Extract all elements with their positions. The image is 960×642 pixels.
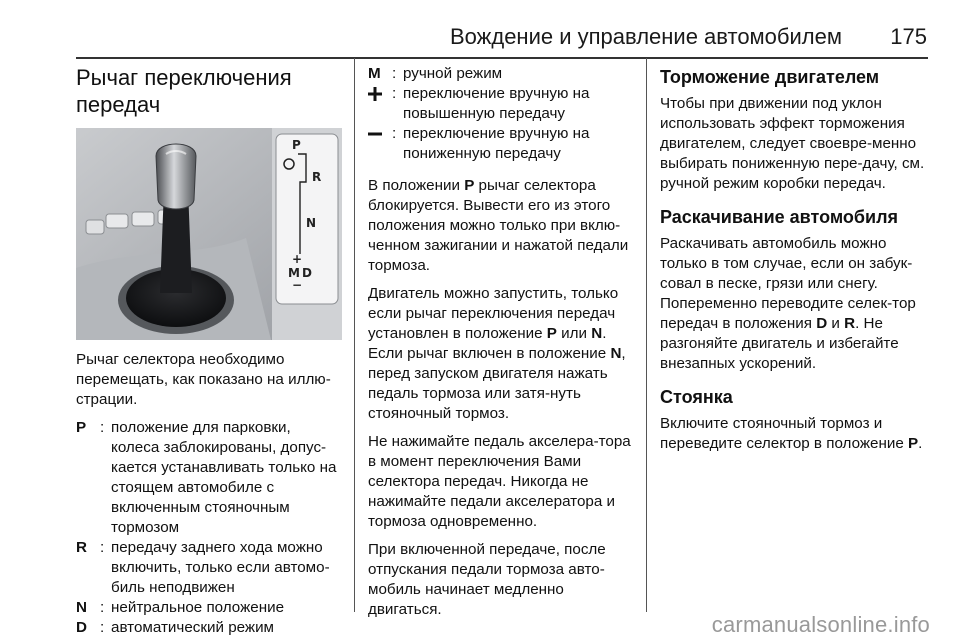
definition-item: R : передачу заднего хода можно включить, только если автомо-биль неподвижен	[76, 539, 330, 596]
watermark: carmanualsonline.info	[711, 612, 930, 637]
paragraph: Включите стояночный тормоз и переведите селектор в положение P.	[660, 415, 923, 452]
definition-item: M : ручной режим	[368, 65, 503, 82]
paragraph: При включенной передаче, после отпускания педали тормоза авто-мобиль начинает медленно двигаться.	[368, 541, 606, 618]
paragraph: Чтобы при движении под уклон использовать эффект торможения двигателем, следует своевре-менно выбирать пониженную пере-дачу, см. ручной режим коробки передач.	[660, 95, 925, 192]
gate-label-n: N	[306, 216, 317, 230]
column-divider	[646, 58, 647, 612]
gate-label-p: P	[292, 138, 301, 152]
minus-icon	[368, 124, 392, 164]
section-heading: Раскачивание автомобиля	[660, 207, 899, 227]
column-left	[76, 58, 342, 638]
gate-label-r: R	[312, 170, 322, 184]
plus-icon	[368, 84, 392, 124]
gate-label-minus: −	[292, 278, 303, 292]
definition-item: N : нейтральное положение	[76, 599, 285, 616]
page-header	[0, 0, 960, 58]
gate-label-d: D	[302, 266, 312, 280]
paragraph: Раскачивать автомобиль можно только в том случае, если он забук-совал в песке, грязи или снегу. Попеременно переводите селек-тор передач в положения D и R. Не разгоняйте двигатель и избегайте внезапных ускорений.	[660, 235, 916, 372]
page-number: 175	[890, 24, 927, 49]
gate-label-m: M	[288, 266, 300, 280]
column-divider	[354, 58, 355, 612]
definition-list	[368, 64, 633, 164]
column-right	[660, 66, 928, 462]
paragraph: В положении P рычаг селектора блокируется. Вывести его из этого положения можно только при вклю-ченном зажигании и нажатой педали тормоза.	[368, 177, 629, 274]
definition-item: : переключение вручную на повышенную передачу	[368, 84, 633, 124]
definition-item: D : автоматический режим	[76, 619, 274, 636]
column-middle	[368, 64, 633, 628]
paragraph: Не нажимайте педаль акселера-тора в момент переключения Вами селектора передач. Никогда не нажимайте педали акселератора и тормоза одновременно.	[368, 433, 631, 530]
paragraph: Двигатель можно запустить, только если рычаг переключения передач установлен в положение P или N. Если рычаг включен в положение N, перед запуском двигателя нажать педаль тормоза или затя-нуть стояночный тормоз.	[368, 285, 626, 422]
gate-label-plus: +	[292, 252, 303, 266]
section-heading: Стоянка	[660, 387, 733, 407]
section-heading: Торможение двигателем	[660, 67, 880, 87]
intro-text: Рычаг селектора необходимо перемещать, как показано на иллю-страции.	[76, 351, 331, 408]
section-heading: Рычаг переключения передач	[76, 65, 292, 117]
definition-item: P : положение для парковки, колеса заблокированы, допус-кается устанавливать только на стоящем автомобиле с включенным стояночным тормозом	[76, 419, 337, 536]
definition-item: : переключение вручную на пониженную передачу	[368, 124, 633, 164]
gate-path-icon	[276, 126, 338, 296]
definition-list	[76, 418, 342, 638]
gear-pattern-indicator	[276, 126, 338, 296]
chapter-title: Вождение и управление автомобилем	[449, 24, 842, 49]
